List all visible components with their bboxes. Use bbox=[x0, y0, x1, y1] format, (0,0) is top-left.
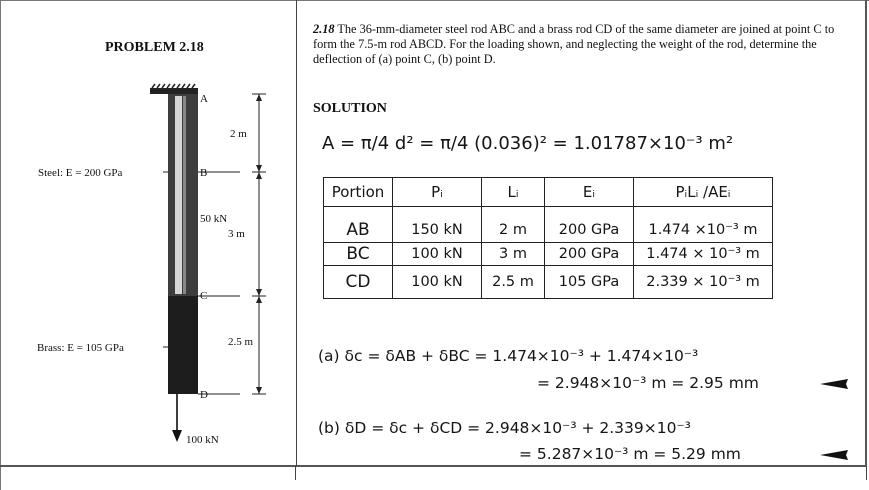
brass-material-label: Brass: E = 105 GPa bbox=[37, 342, 124, 354]
answer-b-marker-icon bbox=[820, 450, 848, 460]
table-cell: BC bbox=[324, 243, 393, 266]
area-equation: A = π/4 d² = π/4 (0.036)² = 1.01787×10⁻³ m² bbox=[322, 133, 734, 154]
answer-a-marker-icon bbox=[820, 379, 848, 389]
table-row bbox=[324, 243, 773, 266]
table-cell: AB bbox=[324, 207, 393, 243]
table-header-row bbox=[324, 178, 773, 207]
table-header-cell: Eᵢ bbox=[545, 178, 634, 207]
table-cell: 100 kN bbox=[393, 266, 482, 299]
table-cell: 2.339 × 10⁻³ m bbox=[634, 266, 773, 299]
table-row bbox=[324, 207, 773, 243]
table-cell: 2 m bbox=[482, 207, 545, 243]
table-row bbox=[324, 266, 773, 299]
frame-right-border bbox=[865, 0, 867, 466]
load-d-label: 100 kN bbox=[186, 434, 219, 446]
table-cell: 1.474 ×10⁻³ m bbox=[634, 207, 773, 243]
column-divider bbox=[296, 0, 297, 466]
dim-cd-label: 2.5 m bbox=[228, 336, 254, 348]
point-a-label: A bbox=[200, 93, 208, 105]
table-cell: 100 kN bbox=[393, 243, 482, 266]
table-cell: 200 GPa bbox=[545, 243, 634, 266]
table-cell: 150 kN bbox=[393, 207, 482, 243]
part-b-line-1: (b) δD = δc + δCD = 2.948×10⁻³ + 2.339×10⁻³ bbox=[318, 419, 691, 437]
table-cell: 200 GPa bbox=[545, 207, 634, 243]
table-header-cell: PᵢLᵢ /AEᵢ bbox=[634, 178, 773, 207]
steel-highlight bbox=[175, 96, 182, 294]
table-header-cell: Portion bbox=[324, 178, 393, 207]
point-d-label: D bbox=[200, 389, 208, 401]
point-c-label: C bbox=[200, 290, 208, 302]
table-cell: 105 GPa bbox=[545, 266, 634, 299]
problem-text: The 36-mm-diameter steel rod ABC and a brass rod CD of the same diameter are joined at point C to form the 7.5-m rod ABCD. For the loading shown, and neglecting the weight of the rod, determine the deflection of (a) point C, (b) point D. bbox=[313, 22, 835, 66]
table-cell: 3 m bbox=[482, 243, 545, 266]
part-a-line-2: = 2.948×10⁻³ m = 2.95 mm bbox=[537, 374, 759, 392]
part-b-line-2: = 5.287×10⁻³ m = 5.29 mm bbox=[519, 445, 741, 463]
table-cell: 1.474 × 10⁻³ m bbox=[634, 243, 773, 266]
load-b-label: 50 kN bbox=[200, 213, 228, 225]
steel-material-label: Steel: E = 200 GPa bbox=[38, 167, 123, 179]
brass-rod bbox=[168, 296, 198, 394]
dim-ab-label: 2 m bbox=[230, 128, 247, 140]
part-a-line-1: (a) δc = δAB + δBC = 1.474×10⁻³ + 1.474×10⁻³ bbox=[318, 347, 699, 365]
point-b-label: B bbox=[200, 167, 208, 179]
table-cell: CD bbox=[324, 266, 393, 299]
dim-bc-label: 3 m bbox=[228, 228, 245, 240]
solution-table bbox=[323, 177, 773, 299]
column-divider-tick bbox=[295, 466, 296, 480]
table-header-cell: Lᵢ bbox=[482, 178, 545, 207]
rod-figure bbox=[0, 0, 296, 466]
table-cell: 2.5 m bbox=[482, 266, 545, 299]
ceiling-hatch bbox=[152, 84, 195, 88]
right-border-tick bbox=[866, 466, 867, 480]
problem-statement bbox=[313, 22, 856, 67]
ceiling-support bbox=[150, 88, 198, 94]
table-header-cell: Pᵢ bbox=[393, 178, 482, 207]
problem-title: PROBLEM 2.18 bbox=[105, 40, 204, 55]
problem-number: 2.18 bbox=[313, 22, 335, 36]
solution-heading: SOLUTION bbox=[313, 101, 387, 116]
